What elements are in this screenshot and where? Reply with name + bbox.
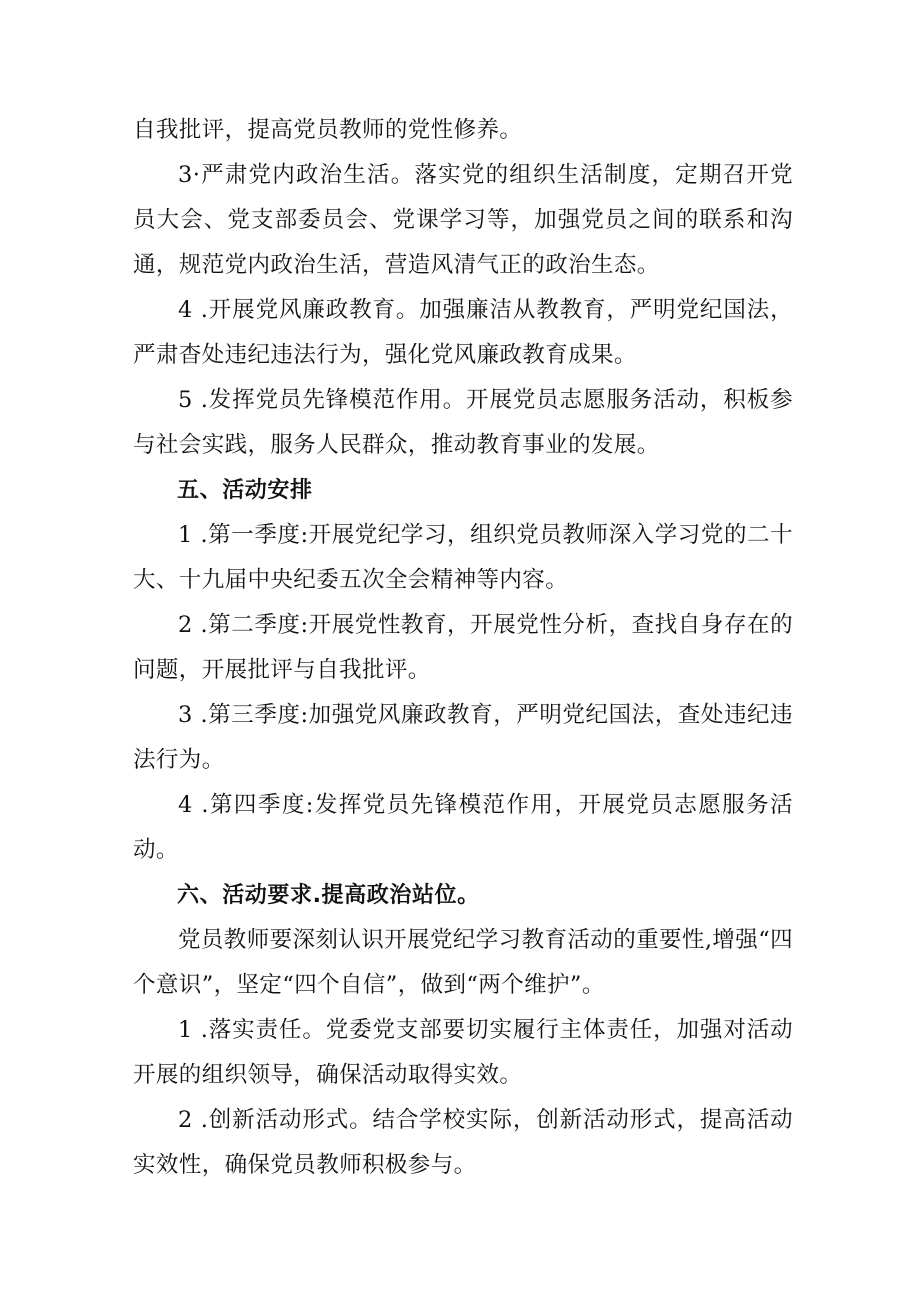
paragraph-continuation: 自我批评，提高党员教师的党性修养。 <box>133 117 523 143</box>
requirement-item-1: 1 .落实责任。党委党支部要切实履行主体责任，加强对活动开展的组织领导，确保活动取得实效。 <box>133 1017 793 1088</box>
schedule-item-q1: 1 .第一季度:开展党纪学习，组织党员教师深入学习党的二十大、十九届中央纪委五次全会精神等内容。 <box>133 522 793 593</box>
schedule-item-q3: 3 .第三季度:加强党风廉政教育，严明党纪国法，查处违纪违法行为。 <box>133 702 793 773</box>
paragraph-item-5: 5 .发挥党员先锋模范作用。开展党员志愿服务活动，积板参与社会实践，服务人民群众，推动教育事业的发展。 <box>133 387 793 458</box>
requirement-item-2: 2 .创新活动形式。结合学校实际，创新活动形式，提高活动实效性，确保党员教师积极参与。 <box>133 1107 793 1178</box>
paragraph-item-3: 3·严肃党内政治生活。落实党的组织生活制度，定期召开党员大会、党支部委员会、党课学习等，加强党员之间的联系和沟通，规范党内政治生活，营造风清气正的政治生态。 <box>133 162 793 278</box>
section-heading-6: 六、活动要求.提高政治站位。 <box>177 883 480 908</box>
document-body <box>133 108 793 1188</box>
requirement-intro: 党员教师要深刻认识开展党纪学习教育活动的重要性,增强“四个意识”，坚定“四个自信”，做到“两个维护”。 <box>133 927 793 998</box>
schedule-item-q4: 4 .第四季度:发挥党员先锋模范作用，开展党员志愿服务活动。 <box>133 792 793 863</box>
section-heading-5: 五、活动安排 <box>177 478 313 503</box>
schedule-item-q2: 2 .第二季度:开展党性教育，开展党性分析，查找自身存在的问题，开展批评与自我批评。 <box>133 612 793 683</box>
paragraph-item-4: 4 .开展党风廉政教育。加强廉洁从教教育，严明党纪国法，严肃杳处违纪违法行为，强化党风廉政教育成果。 <box>133 297 793 368</box>
